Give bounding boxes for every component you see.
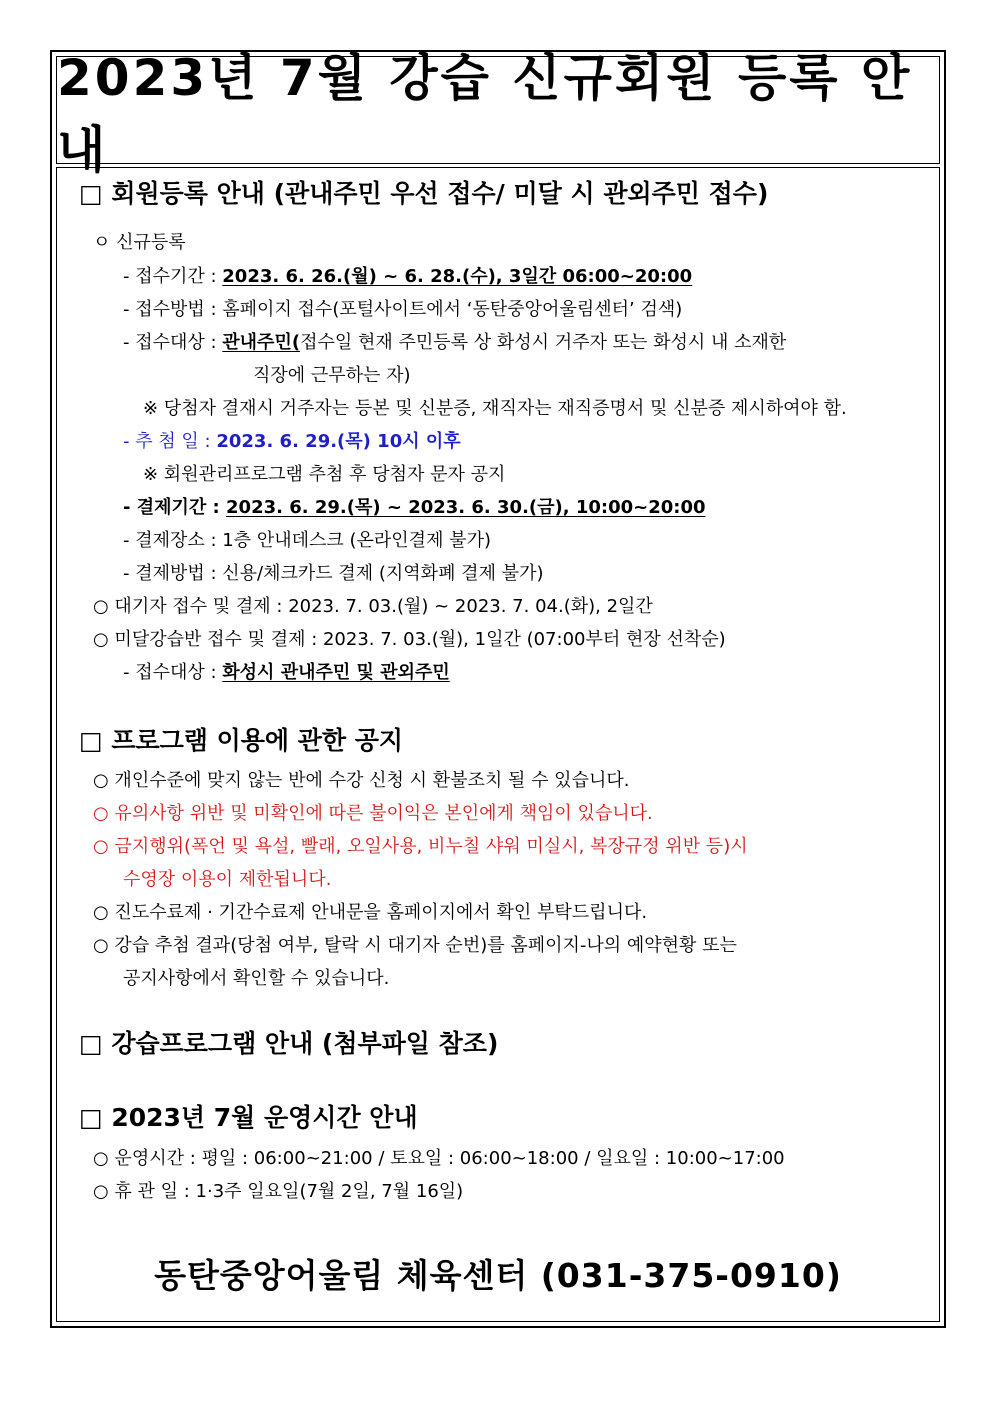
notice-item-prohibited-continued: 수영장 이용이 제한됩니다. <box>123 869 332 890</box>
payment-method: - 결제방법 : 신용/체크카드 결제 (지역화폐 결제 불가) <box>123 563 544 584</box>
title-box <box>56 49 940 179</box>
closed-days: ○ 휴 관 일 : 1·3주 일요일(7월 2일, 7월 16일) <box>93 1181 464 1202</box>
lottery-date <box>123 430 461 454</box>
unfilled-target <box>123 661 450 685</box>
section-registration-heading: □ 회원등록 안내 (관내주민 우선 접수/ 미달 시 관외주민 접수) <box>79 179 769 208</box>
document-frame <box>50 50 946 1328</box>
notice-item-responsibility: ○ 유의사항 위반 및 미확인에 따른 불이익은 본인에게 책임이 있습니다. <box>93 803 653 824</box>
winner-document-note: ※ 당첨자 결재시 거주자는 등본 및 신분증, 재직자는 재직증명서 및 신분증 제시하여야 함. <box>143 398 847 419</box>
section-operating-hours-heading: □ 2023년 7월 운영시간 안내 <box>79 1103 418 1132</box>
section-program-notice-heading: □ 프로그램 이용에 관한 공지 <box>79 726 404 755</box>
section-lesson-program-heading: □ 강습프로그램 안내 (첨부파일 참조) <box>79 1029 499 1058</box>
application-target-continued: 직장에 근무하는 자) <box>253 365 411 386</box>
application-target-detail: 접수일 현재 주민등록 상 화성시 거주자 또는 화성시 내 소재한 <box>300 332 787 353</box>
application-method: - 접수방법 : 홈페이지 접수(포털사이트에서 ‘동탄중앙어울림센터’ 검색) <box>123 299 683 320</box>
application-period-label: - 접수기간 : <box>123 266 223 287</box>
payment-period <box>123 496 706 520</box>
application-target <box>123 331 786 355</box>
notice-item-results: ○ 강습 추첨 결과(당첨 여부, 탈락 시 대기자 순번)를 홈페이지-나의 예약현황 또는 <box>93 935 737 956</box>
unfilled-target-value: 화성시 관내주민 및 관외주민 <box>222 662 450 683</box>
center-contact-footer: 동탄중앙어울림 체육센터 (031-375-0910) <box>154 1256 842 1295</box>
new-registration-label: ㅇ 신규등록 <box>93 232 186 253</box>
content-box <box>56 167 940 1322</box>
waitlist-registration: ○ 대기자 접수 및 결제 : 2023. 7. 03.(월) ~ 2023. 7. 04.(화), 2일간 <box>93 596 653 617</box>
application-target-value: 관내주민( <box>222 332 301 353</box>
unfilled-target-label: - 접수대상 : <box>123 662 223 683</box>
application-target-label: - 접수대상 : <box>123 332 223 353</box>
notice-item-results-continued: 공지사항에서 확인할 수 있습니다. <box>123 968 390 989</box>
operating-hours: ○ 운영시간 : 평일 : 06:00~21:00 / 토요일 : 06:00~18:00 / 일요일 : 10:00~17:00 <box>93 1148 785 1169</box>
payment-period-value: 2023. 6. 29.(목) ~ 2023. 6. 30.(금), 10:00~20:00 <box>226 497 706 518</box>
lottery-date-label: - 추 첨 일 : <box>123 431 217 452</box>
application-period <box>123 265 692 289</box>
application-period-value: 2023. 6. 26.(월) ~ 6. 28.(수), 3일간 06:00~20:00 <box>222 266 693 287</box>
notice-item-completion: ○ 진도수료제 · 기간수료제 안내문을 홈페이지에서 확인 부탁드립니다. <box>93 902 648 923</box>
notice-item-refund: ○ 개인수준에 맞지 않는 반에 수강 신청 시 환불조치 될 수 있습니다. <box>93 770 630 791</box>
payment-place: - 결제장소 : 1층 안내데스크 (온라인결제 불가) <box>123 530 491 551</box>
unfilled-class-registration: ○ 미달강습반 접수 및 결제 : 2023. 7. 03.(월), 1일간 (07:00부터 현장 선착순) <box>93 629 726 650</box>
lottery-date-value: 2023. 6. 29.(목) 10시 이후 <box>216 431 461 452</box>
notice-item-prohibited: ○ 금지행위(폭언 및 욕설, 빨래, 오일사용, 비누칠 샤워 미실시, 복장규정 위반 등)시 <box>93 836 748 857</box>
page-title: 2023년 7월 강습 신규회원 등록 안내 <box>57 49 913 179</box>
lottery-sms-note: ※ 회원관리프로그램 추첨 후 당첨자 문자 공지 <box>143 464 506 485</box>
payment-period-label: - 결제기간 : <box>123 497 227 518</box>
